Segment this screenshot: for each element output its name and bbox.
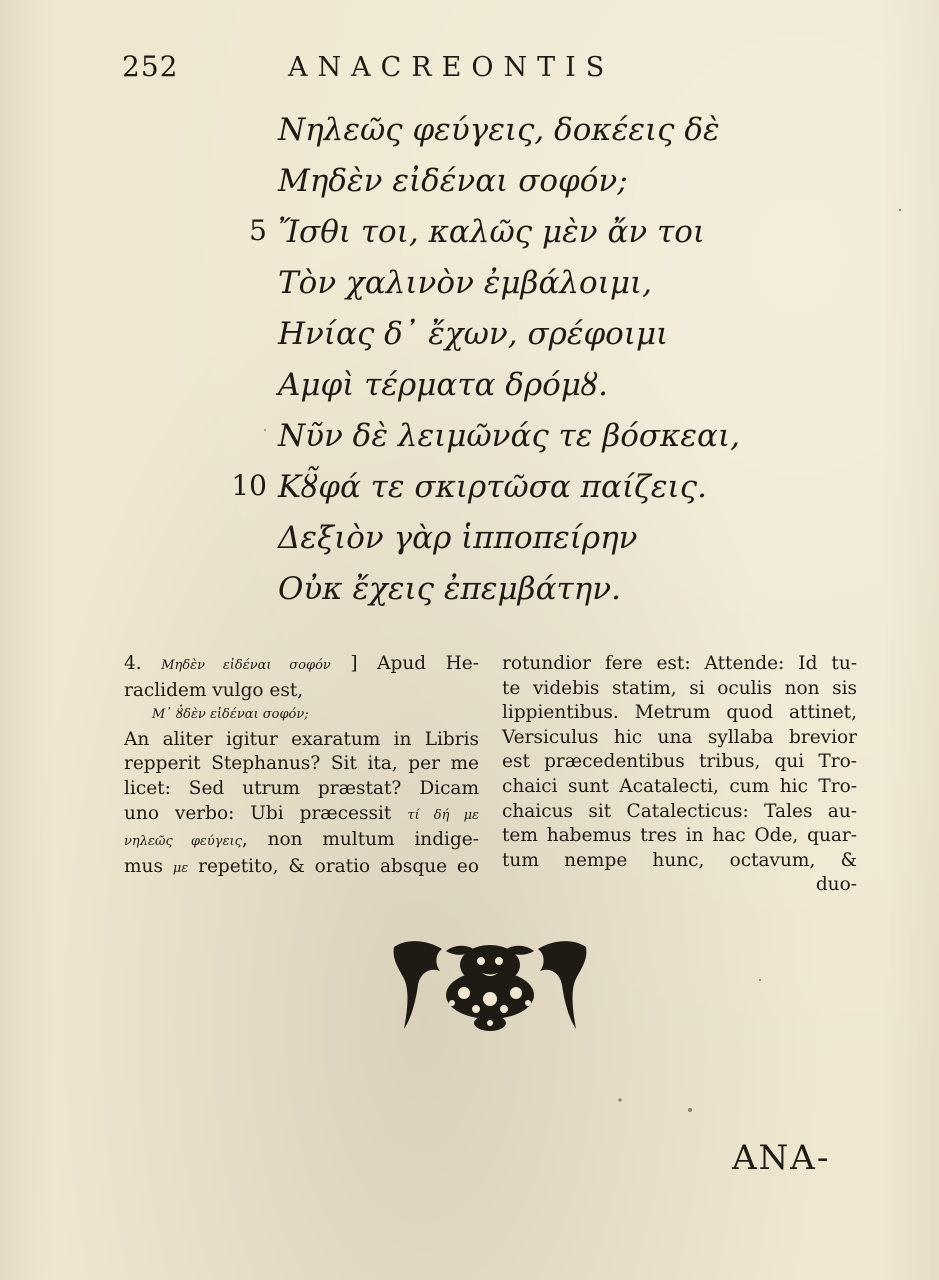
line-text: Μηδὲν εἰδέναι σοφόν; [278,163,628,199]
note-line: chaici sunt Acatalecti, cum hic Tro- [502,775,857,797]
note-greek-quote: Μ᾽ ȣ̓δὲν εἰδέναι σοφόν; [152,707,309,723]
page-number: 252 [122,50,179,83]
line-number: 10 [231,469,267,502]
note-line: tum nempe hunc, octavum, & [502,849,857,871]
line-text: Νῦν δὲ λειμῶνάς τε βόσκεαι, [278,418,740,454]
note-line: repperit Stephanus? Sit ita, per me [124,753,479,775]
note-line: lippientibus. Metrum quod attinet, [502,702,857,724]
line-number: 5 [249,214,267,247]
note-number: 4. [124,653,142,674]
line-text: Ηνίας δ᾽ ἔχων, σρέφοιμι [278,316,669,352]
note-line: raclidem vulgo est, [124,679,304,701]
note-text: ] Apud He- [350,653,480,674]
line-text: Νηλεῶς φεύγεις, δοκέεις δὲ [278,112,720,148]
greek-phrase: τί δή με [407,807,479,823]
greek-phrase: νηλεῶς φεύγεις [124,834,242,850]
note-text: mus [124,855,163,877]
running-title: ANACREONTIS [288,52,615,83]
note-line: rotundior fere est: Attende: Id tu- [502,653,857,674]
greek-phrase: με [172,860,189,876]
note-text: uno verbo: Ubi præcessit [124,802,392,824]
line-text: Κȣ̃φά τε σκιρτῶσα παίζεις. [278,469,707,505]
line-text: Δεξιὸν γὰρ ἱπποπείρην [278,520,638,556]
greek-lemma: Μηδὲν εἰδέναι σοφόν [161,658,331,673]
note-line: duo- [815,874,857,896]
note-line: chaicus sit Catalecticus: Tales au- [502,800,857,822]
catchword: ANA- [732,1138,831,1178]
note-line: est præcedentibus tribus, qui Tro- [502,751,857,773]
line-text: Ἴσθι τοι, καλῶς μὲν ἄν τοι [278,214,706,250]
note-text: , non multum indige- [241,829,479,851]
note-line: licet: Sed utrum præstat? Dicam [124,777,479,799]
note-text: repetito, & oratio absque eo [198,855,479,877]
line-text: Τὸν χαλινὸν ἐμβάλοιμι, [278,265,653,301]
note-line: An aliter igitur exaratum in Libris [124,728,479,750]
note-line: Versiculus hic una syllaba brevior [502,726,857,748]
note-line: te videbis statim, si oculis non sis [502,677,857,699]
line-text: Αμφὶ τέρματα δρόμȣ. [278,367,608,403]
note-line: tem habemus tres in hac Ode, quar- [502,825,857,847]
line-text: Οὐκ ἔχεις ἐπεμβάτην. [278,571,621,607]
